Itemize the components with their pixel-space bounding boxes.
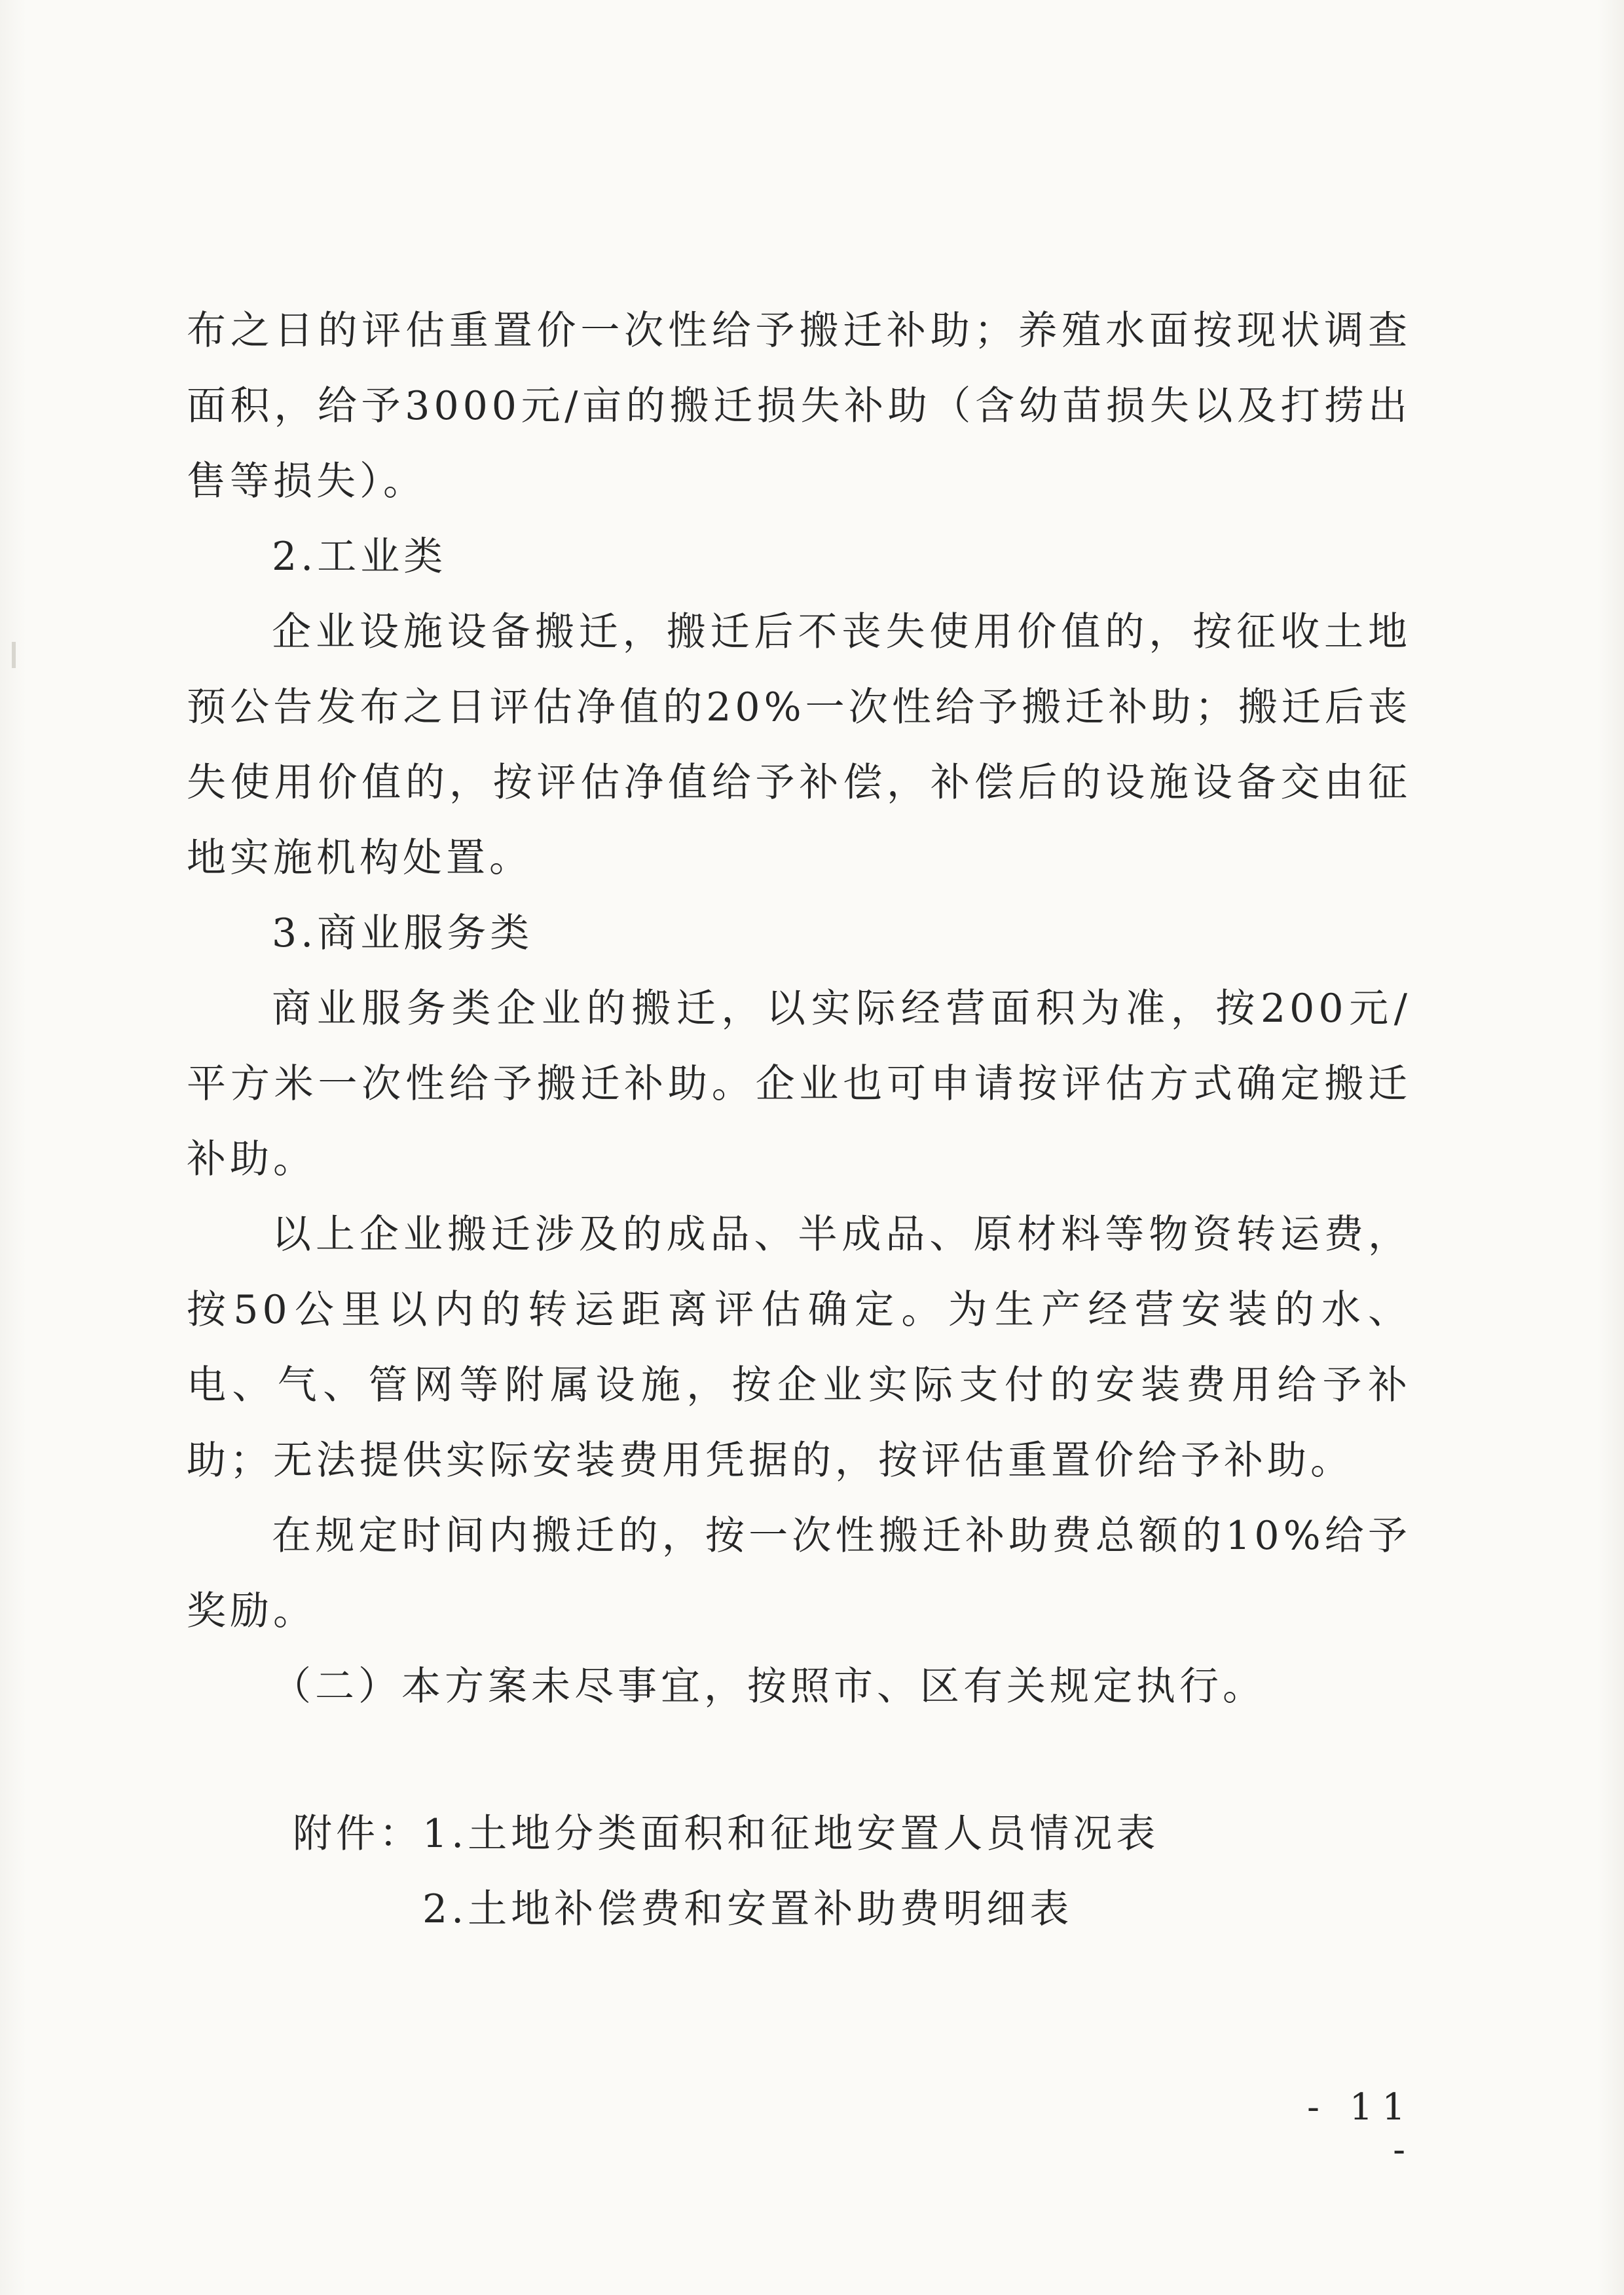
paragraph-reward: 在规定时间内搬迁的，按一次性搬迁补助费总额的10%给予奖励。	[187, 1513, 1411, 1634]
heading-commercial: 3.商业服务类	[272, 910, 534, 956]
spacer	[187, 1725, 1411, 1797]
paragraph-other-matters: （二）本方案未尽事宜，按照市、区有关规定执行。	[272, 1664, 1266, 1709]
heading-industrial: 2.工业类	[272, 534, 447, 580]
attachment-item-1: 1.土地分类面积和征地安置人员情况表	[422, 1811, 1160, 1857]
paragraph-transport: 以上企业搬迁涉及的成品、半成品、原材料等物资转运费，按50公里以内的转运距离评估确定。为生产经营安装的水、电、气、管网等附属设施，按企业实际支付的安装费用给予补助；无法提供实际安装费用凭据的，按评估重置价给予补助。	[187, 1212, 1411, 1483]
attachment-label: 附件：	[293, 1811, 422, 1857]
attachment-item-2: 2.土地补偿费和安置补助费明细表	[422, 1886, 1073, 1932]
paragraph-continuation: 布之日的评估重置价一次性给予搬迁补助；养殖水面按现状调查面积，给予3000元/亩的搬迁损失补助（含幼苗损失以及打捞出售等损失）。	[187, 308, 1411, 504]
document-body	[187, 293, 1411, 1947]
paragraph-commercial: 商业服务类企业的搬迁，以实际经营面积为准，按200元/平方米一次性给予搬迁补助。企业也可申请按评估方式确定搬迁补助。	[187, 986, 1411, 1182]
attachment-line-1	[187, 1797, 1411, 1872]
paragraph-industrial: 企业设施设备搬迁，搬迁后不丧失使用价值的，按征收土地预公告发布之日评估净值的20%一次性给予搬迁补助；搬迁后丧失使用价值的，按评估净值给予补偿，补偿后的设施设备交由征地实施机构处置。	[187, 609, 1411, 881]
binding-hole-mark	[12, 642, 16, 668]
page-number: - 11 -	[1307, 2086, 1414, 2171]
attachment-line-2	[187, 1872, 1411, 1947]
